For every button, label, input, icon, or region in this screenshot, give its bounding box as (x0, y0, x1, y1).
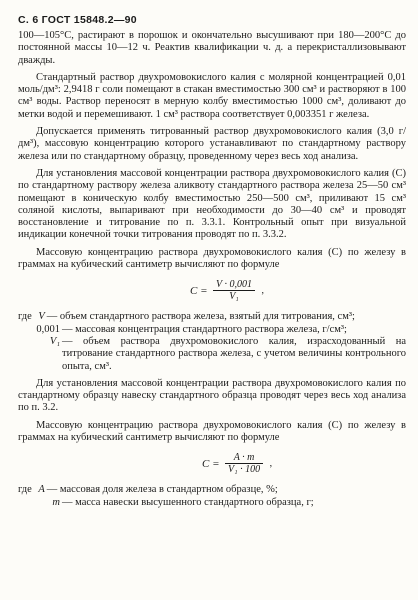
formula-1-numerator: V · 0,001 (213, 279, 255, 291)
definitions-1 (18, 311, 406, 372)
formula-1-tail: , (261, 285, 264, 297)
formula-1-denominator: V₁ (229, 291, 239, 303)
definition-symbol: V (38, 311, 45, 323)
definition-text: — объем раствора двухромовокислого калия, израсходованный на титрование стандартного раствора железа, с учетом величины контрольного опыта, см³. (62, 335, 406, 372)
paragraph-3: Допускается применять титрованный раствор двухромовокислого калия (3,0 г/дм³), массовую концентрацию которого устанавливают по стандартному раствору железа или по стандартному образцу, проведенному через весь ход анализа. (18, 126, 406, 162)
paragraph-6: Для установления массовой концентрации раствора двухромовокислого калия по стандартному образцу навеску стандартного образца проводят через весь ход анализа по п. 3.2. (18, 377, 406, 414)
definition-symbol: V₁ (49, 335, 60, 347)
formula-2-tail: , (269, 458, 273, 470)
definition-text: — масса навески высушенного стандартного образца, г; (62, 496, 314, 508)
definition-symbol: m (52, 496, 60, 508)
definition-text: — объем стандартного раствора железа, взятый для титрования, см³; (46, 311, 355, 323)
definition-row (18, 336, 406, 373)
formula-2-fraction (225, 452, 263, 475)
formula-2-denominator: V₁ · 100 (228, 464, 261, 476)
formula-1-lhs: C = (190, 284, 208, 297)
page-header: С. 6 ГОСТ 15848.2—90 (18, 14, 137, 26)
paragraph-7: Массовую концентрацию раствора двухромовокислого калия (С) по железу в граммах на кубический сантиметр вычисляют по формуле (18, 419, 406, 444)
formula-1 (18, 279, 406, 305)
definition-row (18, 324, 406, 336)
definition-lead: где (18, 311, 32, 323)
definition-text: — массовая доля железа в стандартном образце, %; (46, 484, 278, 496)
definition-lead: где (18, 484, 32, 496)
paragraph-5: Массовую концентрацию раствора двухромовокислого калия (С) по железу в граммах на кубический сантиметр вычисляют по формуле (18, 246, 406, 271)
formula-2-numerator: A · m (225, 452, 263, 464)
definition-symbol: A (38, 484, 45, 496)
definition-row (18, 311, 406, 323)
definition-row (18, 497, 406, 509)
formula-1-fraction (213, 279, 255, 302)
formula-2-lhs: C = (202, 457, 220, 470)
formula-2 (18, 452, 406, 478)
paragraph-2: Стандартный раствор двухромовокислого калия с молярной концентрацией 0,01 моль/дм³: 2,9418 г соли помещают в стакан вместимостью 300 см³ и растворяют в 100 см³ воды. Раствор переносят в мерную колбу вместимостью 1000 см³, доливают до метки водой и перемешивают. 1 см³ раствора соответствует 0,003351 г железа. (18, 71, 406, 120)
definitions-2 (18, 484, 406, 509)
definition-symbol: 0,001 (36, 323, 60, 335)
definition-text: — массовая концентрация стандартного раствора железа, г/см³; (62, 323, 347, 335)
paragraph-4: Для установления массовой концентрации раствора двухромовокислого калия (С) по стандартному раствору железа аликвоту стандартного раствора железа 25—50 см³ помещают в коническую колбу вместимостью 250—500 см³, приливают 15 см³ соляной кислоты, выпаривают при необходимости до 30—40 см³ и проводят восстановление и титрование по п. 3.3.1. Контрольный опыт при визуальной индикации конечной точки титрования проводят по п. 3.3.2. (18, 167, 406, 241)
definition-row (18, 484, 406, 496)
paragraph-1: 100—105°С, растирают в порошок и окончательно высушивают при 180—200°С до постоянной массы 10—12 ч. Реактив квалификации ч. д. а перекристаллизовывают дважды. (18, 30, 406, 66)
